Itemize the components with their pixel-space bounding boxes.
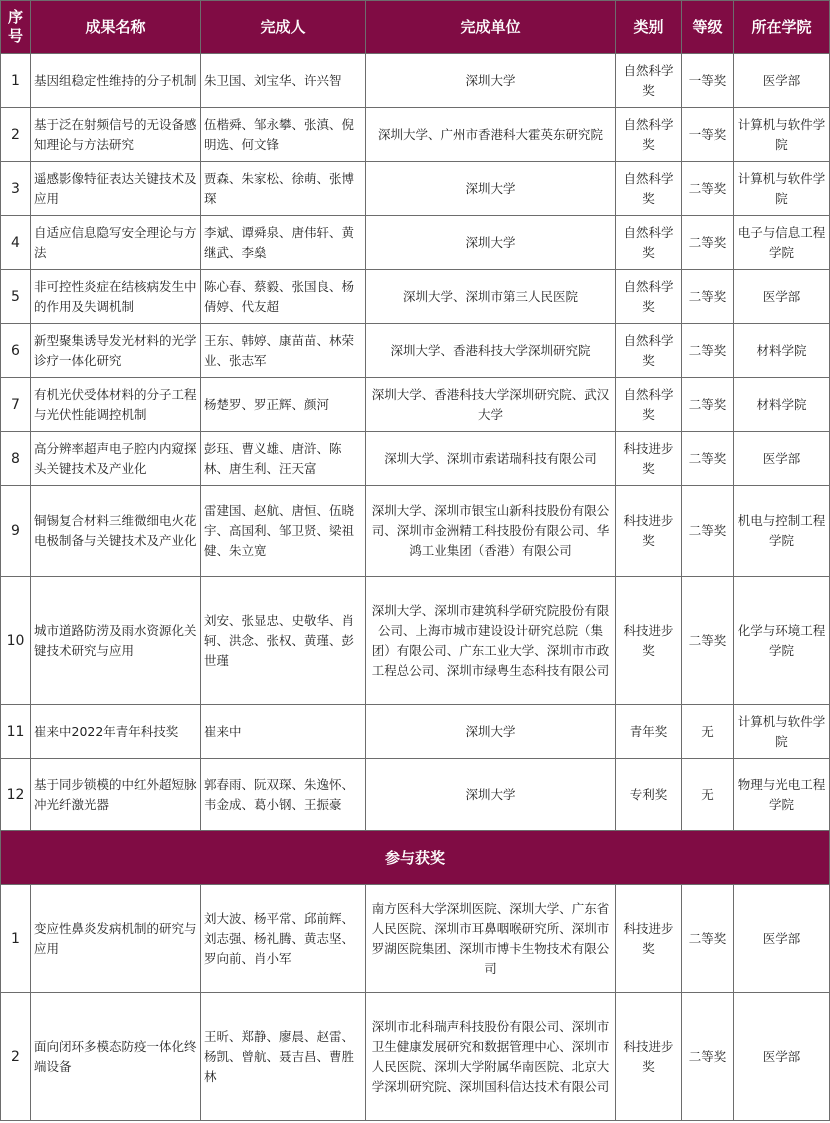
row-organization: 深圳大学 <box>366 162 616 216</box>
row-college: 材料学院 <box>734 324 830 378</box>
row-organization: 深圳大学 <box>366 54 616 108</box>
row-organization: 深圳市北科瑞声科技股份有限公司、深圳市卫生健康发展研究和数据管理中心、深圳市人民医院、深圳大学附属华南医院、北京大学深圳研究院、深圳国科信达技术有限公司 <box>366 993 616 1121</box>
row-level: 二等奖 <box>682 324 734 378</box>
row-college: 计算机与软件学院 <box>734 162 830 216</box>
row-level: 二等奖 <box>682 577 734 705</box>
row-category: 青年奖 <box>616 705 682 759</box>
table-row <box>1 705 830 759</box>
row-index: 4 <box>1 216 31 270</box>
table-row <box>1 162 830 216</box>
section-row <box>1 831 830 885</box>
row-achievement-name: 变应性鼻炎发病机制的研究与应用 <box>31 885 201 993</box>
row-organization: 深圳大学、深圳市银宝山新科技股份有限公司、深圳市金洲精工科技股份有限公司、华鸿工业集团（香港）有限公司 <box>366 486 616 577</box>
row-organization: 深圳大学、深圳市索诺瑞科技有限公司 <box>366 432 616 486</box>
row-organization: 深圳大学、深圳市第三人民医院 <box>366 270 616 324</box>
row-category: 自然科学奖 <box>616 162 682 216</box>
row-category: 科技进步奖 <box>616 486 682 577</box>
row-level: 二等奖 <box>682 432 734 486</box>
row-college: 医学部 <box>734 432 830 486</box>
row-index: 1 <box>1 885 31 993</box>
row-level: 二等奖 <box>682 378 734 432</box>
row-index: 9 <box>1 486 31 577</box>
row-organization: 深圳大学 <box>366 216 616 270</box>
row-achievement-name: 基因组稳定性维持的分子机制 <box>31 54 201 108</box>
row-level: 二等奖 <box>682 993 734 1121</box>
row-category: 自然科学奖 <box>616 54 682 108</box>
row-category: 自然科学奖 <box>616 378 682 432</box>
table-row <box>1 759 830 831</box>
header-people: 完成人 <box>201 1 366 54</box>
row-college: 机电与控制工程学院 <box>734 486 830 577</box>
row-people: 刘安、张显忠、史敬华、肖轲、洪念、张权、黄瑾、彭世瑾 <box>201 577 366 705</box>
row-people: 彭珏、曹义雄、唐浒、陈林、唐生利、汪天富 <box>201 432 366 486</box>
row-organization: 深圳大学、香港科技大学深圳研究院 <box>366 324 616 378</box>
row-level: 无 <box>682 759 734 831</box>
row-people: 王东、韩婷、康苗苗、林荣业、张志军 <box>201 324 366 378</box>
row-category: 科技进步奖 <box>616 993 682 1121</box>
row-college: 材料学院 <box>734 378 830 432</box>
row-college: 物理与光电工程学院 <box>734 759 830 831</box>
row-category: 自然科学奖 <box>616 108 682 162</box>
row-category: 科技进步奖 <box>616 577 682 705</box>
table-row <box>1 324 830 378</box>
row-category: 科技进步奖 <box>616 885 682 993</box>
table-row <box>1 885 830 993</box>
row-college: 计算机与软件学院 <box>734 705 830 759</box>
table-row <box>1 108 830 162</box>
row-index: 12 <box>1 759 31 831</box>
row-people: 杨楚罗、罗正辉、颜河 <box>201 378 366 432</box>
row-college: 医学部 <box>734 270 830 324</box>
row-level: 二等奖 <box>682 162 734 216</box>
row-college: 医学部 <box>734 885 830 993</box>
row-achievement-name: 自适应信息隐写安全理论与方法 <box>31 216 201 270</box>
row-college: 医学部 <box>734 54 830 108</box>
row-index: 5 <box>1 270 31 324</box>
row-organization: 深圳大学 <box>366 705 616 759</box>
row-people: 郭春雨、阮双琛、朱逸怀、韦金成、葛小钢、王振豪 <box>201 759 366 831</box>
row-achievement-name: 非可控性炎症在结核病发生中的作用及失调机制 <box>31 270 201 324</box>
header-name: 成果名称 <box>31 1 201 54</box>
header-category: 类别 <box>616 1 682 54</box>
table-row <box>1 577 830 705</box>
row-people: 刘大波、杨平常、邱前辉、刘志强、杨礼腾、黄志坚、罗向前、肖小军 <box>201 885 366 993</box>
row-achievement-name: 基于泛在射频信号的无设备感知理论与方法研究 <box>31 108 201 162</box>
row-category: 自然科学奖 <box>616 216 682 270</box>
row-index: 8 <box>1 432 31 486</box>
row-achievement-name: 面向闭环多模态防疫一体化终端设备 <box>31 993 201 1121</box>
row-people: 朱卫国、刘宝华、许兴智 <box>201 54 366 108</box>
header-row <box>1 1 830 54</box>
table-row <box>1 993 830 1121</box>
row-college: 化学与环境工程学院 <box>734 577 830 705</box>
row-index: 10 <box>1 577 31 705</box>
row-level: 无 <box>682 705 734 759</box>
row-level: 一等奖 <box>682 54 734 108</box>
row-people: 李斌、谭舜泉、唐伟轩、黄继武、李燊 <box>201 216 366 270</box>
row-category: 专利奖 <box>616 759 682 831</box>
row-college: 电子与信息工程学院 <box>734 216 830 270</box>
row-achievement-name: 有机光伏受体材料的分子工程与光伏性能调控机制 <box>31 378 201 432</box>
row-people: 陈心春、蔡毅、张国良、杨倩婷、代友超 <box>201 270 366 324</box>
header-college: 所在学院 <box>734 1 830 54</box>
row-college: 医学部 <box>734 993 830 1121</box>
row-index: 3 <box>1 162 31 216</box>
row-people: 王昕、郑静、廖晨、赵雷、杨凯、曾航、聂吉昌、曹胜林 <box>201 993 366 1121</box>
row-level: 二等奖 <box>682 885 734 993</box>
row-index: 2 <box>1 993 31 1121</box>
row-level: 二等奖 <box>682 216 734 270</box>
row-achievement-name: 新型聚集诱导发光材料的光学诊疗一体化研究 <box>31 324 201 378</box>
row-organization: 南方医科大学深圳医院、深圳大学、广东省人民医院、深圳市耳鼻咽喉研究所、深圳市罗湖医院集团、深圳市博卡生物技术有限公司 <box>366 885 616 993</box>
row-achievement-name: 城市道路防涝及雨水资源化关键技术研究与应用 <box>31 577 201 705</box>
row-level: 二等奖 <box>682 486 734 577</box>
row-category: 自然科学奖 <box>616 324 682 378</box>
table-row <box>1 432 830 486</box>
row-organization: 深圳大学、广州市香港科大霍英东研究院 <box>366 108 616 162</box>
row-achievement-name: 遥感影像特征表达关键技术及应用 <box>31 162 201 216</box>
table-row <box>1 270 830 324</box>
row-people: 雷建国、赵航、唐恒、伍晓宇、高国利、邹卫贤、梁祖健、朱立宽 <box>201 486 366 577</box>
header-index: 序号 <box>1 1 31 54</box>
table-row <box>1 486 830 577</box>
row-achievement-name: 高分辨率超声电子腔内内窥探头关键技术及产业化 <box>31 432 201 486</box>
row-people: 伍楷舜、邹永攀、张滇、倪明选、何文锋 <box>201 108 366 162</box>
section-title: 参与获奖 <box>1 831 830 885</box>
row-organization: 深圳大学、香港科技大学深圳研究院、武汉大学 <box>366 378 616 432</box>
row-organization: 深圳大学 <box>366 759 616 831</box>
row-index: 7 <box>1 378 31 432</box>
table-row <box>1 216 830 270</box>
row-category: 自然科学奖 <box>616 270 682 324</box>
row-organization: 深圳大学、深圳市建筑科学研究院股份有限公司、上海市城市建设设计研究总院（集团）有限公司、广东工业大学、深圳市市政工程总公司、深圳市绿粤生态科技有限公司 <box>366 577 616 705</box>
row-achievement-name: 铜锡复合材料三维微细电火花电极制备与关键技术及产业化 <box>31 486 201 577</box>
row-level: 二等奖 <box>682 270 734 324</box>
header-org: 完成单位 <box>366 1 616 54</box>
row-category: 科技进步奖 <box>616 432 682 486</box>
row-achievement-name: 基于同步锁模的中红外超短脉冲光纤激光器 <box>31 759 201 831</box>
row-achievement-name: 崔来中2022年青年科技奖 <box>31 705 201 759</box>
header-level: 等级 <box>682 1 734 54</box>
row-index: 1 <box>1 54 31 108</box>
row-level: 一等奖 <box>682 108 734 162</box>
row-people: 贾森、朱家松、徐萌、张博琛 <box>201 162 366 216</box>
row-people: 崔来中 <box>201 705 366 759</box>
row-college: 计算机与软件学院 <box>734 108 830 162</box>
table-row <box>1 378 830 432</box>
row-index: 6 <box>1 324 31 378</box>
row-index: 11 <box>1 705 31 759</box>
row-index: 2 <box>1 108 31 162</box>
table-row <box>1 54 830 108</box>
